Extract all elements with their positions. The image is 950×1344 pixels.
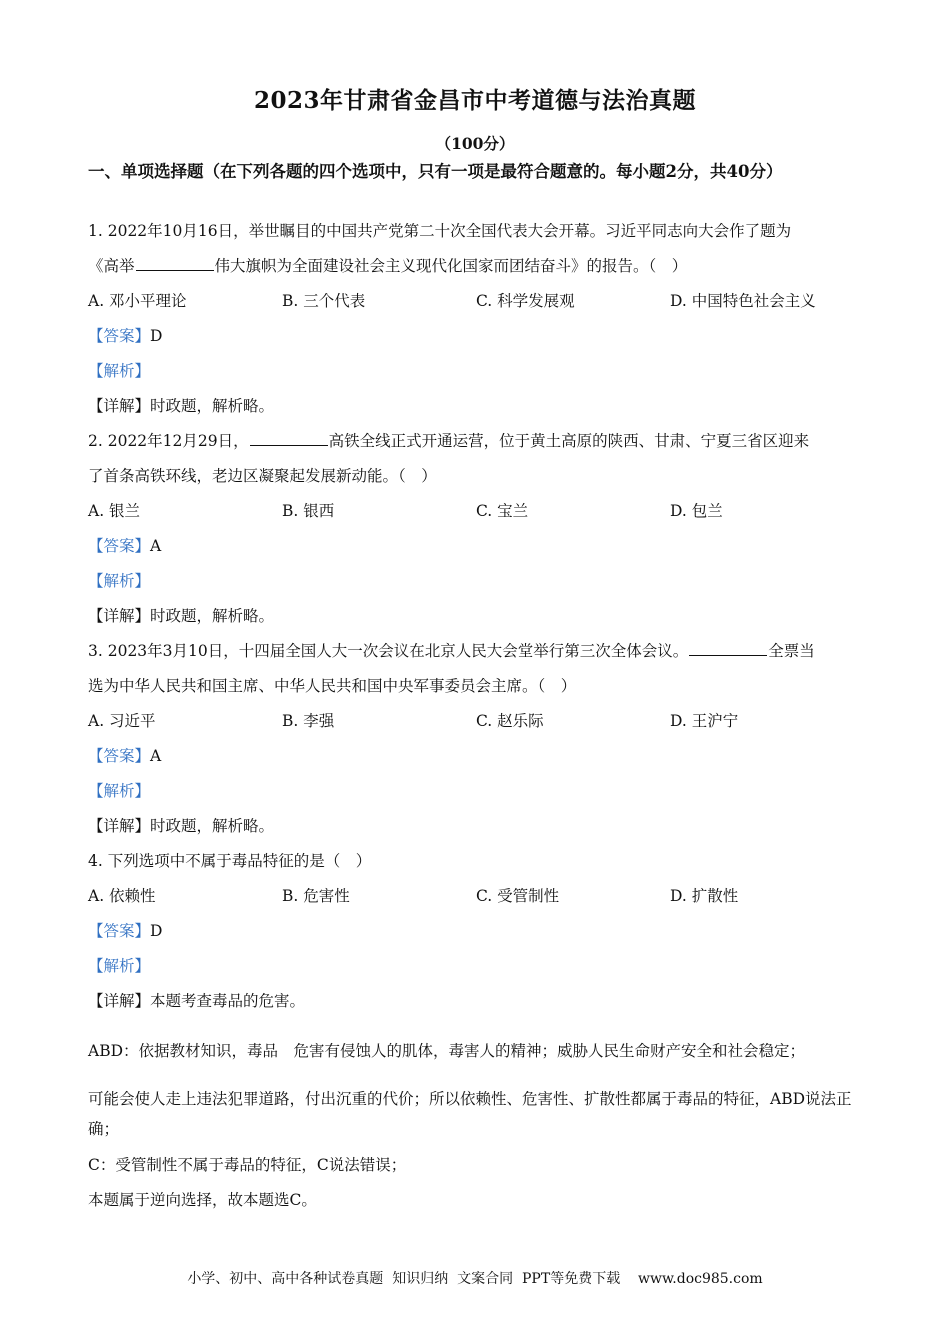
- answer-tag: 【答案】: [88, 537, 151, 555]
- page-footer: 小学、初中、高中各种试卷真题 知识归纳 文案合同 PPT等免费下载 www.doc985.com: [187, 1271, 763, 1287]
- option-c: C. 受管制性: [476, 887, 560, 905]
- question-stem: 4. 下列选项中不属于毒品特征的是（ ）: [88, 852, 372, 870]
- answer-value: A: [150, 537, 162, 555]
- question-stem: [88, 249, 868, 284]
- option-b: B. 李强: [282, 712, 335, 730]
- analysis-tag: 【解析】: [88, 572, 151, 590]
- option-c: C. 宝兰: [476, 502, 529, 520]
- option-a: A. 银兰: [88, 502, 141, 520]
- detail-line: [88, 984, 868, 1019]
- answer-value: D: [150, 327, 163, 345]
- section-heading: 一、单项选择题（在下列各题的四个选项中，只有一项是最符合题意的。每小题2分，共40分）: [88, 162, 783, 181]
- question-1: [88, 214, 868, 424]
- detail-text: 时政题，解析略。: [150, 817, 275, 835]
- detail-text: 时政题，解析略。: [150, 607, 275, 625]
- question-stem: 1. 2022年10月16日，举世瞩目的中国共产党第二十次全国代表大会开幕。习近平同志向大会作了题为: [88, 222, 792, 240]
- options-row: [88, 704, 868, 739]
- stem-text: 高铁全线正式开通运营，位于黄土高原的陕西、甘肃、宁夏三省区迎来: [328, 432, 810, 450]
- answer-value: A: [150, 747, 162, 765]
- detail-tag: 【详解】: [88, 992, 151, 1010]
- option-c: C. 赵乐际: [476, 712, 544, 730]
- fill-blank: [689, 639, 767, 656]
- option-b: B. 三个代表: [282, 292, 366, 310]
- option-a: A. 依赖性: [88, 887, 156, 905]
- analysis-tag: 【解析】: [88, 782, 151, 800]
- detail-tag: 【详解】: [88, 397, 151, 415]
- option-d: D. 中国特色社会主义: [670, 292, 816, 310]
- answer-line: [88, 319, 868, 354]
- question-4: [88, 844, 868, 1218]
- question-stem: 了首条高铁环线，老边区凝聚起发展新动能。（ ）: [88, 467, 437, 485]
- stem-text: 2. 2022年12月29日，: [88, 432, 249, 450]
- stem-text: 3. 2023年3月10日，十四届全国人大一次会议在北京人民大会堂举行第三次全体会议。: [88, 642, 689, 660]
- answer-line: [88, 914, 868, 949]
- fill-blank: [136, 254, 214, 271]
- option-c: C. 科学发展观: [476, 292, 575, 310]
- detail-tag: 【详解】: [88, 607, 151, 625]
- analysis-tag: 【解析】: [88, 957, 151, 975]
- question-2: [88, 424, 868, 634]
- detail-line: [88, 389, 868, 424]
- explanation-paragraph: 可能会使人走上违法犯罪道路，付出沉重的代价；所以依赖性、危害性、扩散性都属于毒品的特征，ABD说法正确；: [88, 1090, 852, 1138]
- option-a: A. 邓小平理论: [88, 292, 187, 310]
- question-list: [88, 214, 868, 1218]
- option-d: D. 包兰: [670, 502, 723, 520]
- analysis-tag: 【解析】: [88, 362, 151, 380]
- stem-text: 《高举: [88, 257, 135, 275]
- option-b: B. 危害性: [282, 887, 350, 905]
- options-row: [88, 494, 868, 529]
- analysis-line: [88, 564, 868, 599]
- options-row: [88, 879, 868, 914]
- fill-blank: [250, 429, 328, 446]
- question-stem: [88, 424, 868, 459]
- analysis-line: [88, 354, 868, 389]
- option-b: B. 银西: [282, 502, 335, 520]
- detail-tag: 【详解】: [88, 817, 151, 835]
- answer-tag: 【答案】: [88, 922, 151, 940]
- question-3: [88, 634, 868, 844]
- option-d: D. 扩散性: [670, 887, 739, 905]
- spacer: [88, 1019, 868, 1034]
- detail-line: [88, 599, 868, 634]
- explanation-paragraph: 本题属于逆向选择，故本题选C。: [88, 1191, 317, 1209]
- stem-text: 伟大旗帜为全面建设社会主义现代化国家而团结奋斗》的报告。（ ）: [214, 257, 688, 275]
- question-stem: 选为中华人民共和国主席、中华人民共和国中央军事委员会主席。（ ）: [88, 677, 577, 695]
- detail-line: [88, 809, 868, 844]
- page-title: 2023年甘肃省金昌市中考道德与法治真题: [253, 87, 696, 114]
- answer-tag: 【答案】: [88, 327, 151, 345]
- explanation-paragraph: C：受管制性不属于毒品的特征，C说法错误；: [88, 1156, 407, 1174]
- options-row: [88, 284, 868, 319]
- detail-text: 时政题，解析略。: [150, 397, 275, 415]
- answer-line: [88, 529, 868, 564]
- analysis-line: [88, 774, 868, 809]
- stem-text: 全票当: [768, 642, 815, 660]
- detail-text: 本题考查毒品的危害。: [150, 992, 306, 1010]
- answer-line: [88, 739, 868, 774]
- spacer: [88, 1069, 868, 1084]
- analysis-line: [88, 949, 868, 984]
- explanation-paragraph: ABD：依据教材知识，毒品 危害有侵蚀人的肌体，毒害人的精神；威胁人民生命财产安全和社会稳定；: [88, 1042, 806, 1060]
- option-a: A. 习近平: [88, 712, 156, 730]
- question-stem: [88, 634, 868, 669]
- page-subtitle: （100分）: [435, 134, 515, 153]
- option-d: D. 王沪宁: [670, 712, 739, 730]
- answer-value: D: [150, 922, 163, 940]
- answer-tag: 【答案】: [88, 747, 151, 765]
